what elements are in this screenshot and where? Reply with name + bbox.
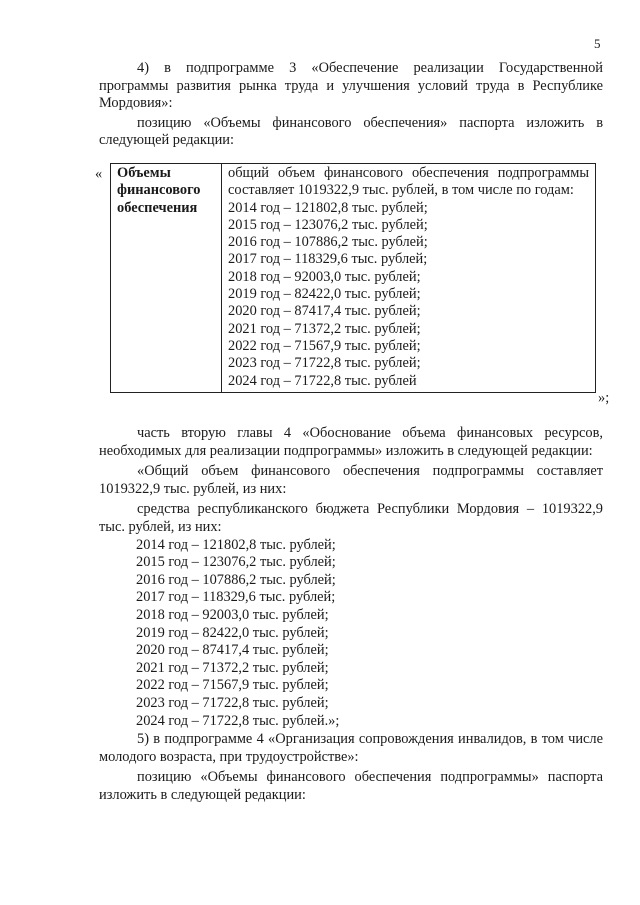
item-4-section bbox=[99, 60, 603, 150]
passport-year-line: 2018 год – 92003,0 тыс. рублей; bbox=[228, 268, 421, 285]
chapter-4-year-line: 2021 год – 71372,2 тыс. рублей; bbox=[136, 659, 329, 676]
table-quote-open: « bbox=[95, 166, 103, 182]
passport-year-line: 2019 год – 82422,0 тыс. рублей; bbox=[228, 286, 421, 303]
item-5-instruction: позицию «Объемы финансового обеспечения подпрограммы» паспорта изложить в следующей редакции: bbox=[99, 769, 603, 803]
chapter-4-year-line: 2018 год – 92003,0 тыс. рублей; bbox=[136, 606, 329, 623]
chapter-4-year-line: 2022 год – 71567,9 тыс. рублей; bbox=[136, 677, 329, 694]
chapter-4-section bbox=[99, 425, 603, 804]
chapter-4-year-line: 2020 год – 87417,4 тыс. рублей; bbox=[136, 642, 329, 659]
passport-year-line: 2022 год – 71567,9 тыс. рублей; bbox=[228, 337, 421, 354]
chapter-4-year-line: 2024 год – 71722,8 тыс. рублей.»; bbox=[136, 712, 340, 729]
passport-row bbox=[111, 164, 596, 393]
chapter-4-instruction: часть вторую главы 4 «Обоснование объема финансовых ресурсов, необходимых для реализации подпрограммы» изложить в следующей редакции: bbox=[99, 425, 603, 459]
passport-year-line: 2024 год – 71722,8 тыс. рублей bbox=[228, 372, 417, 389]
chapter-4-year-line: 2023 год – 71722,8 тыс. рублей; bbox=[136, 694, 329, 711]
item-4-instruction: позицию «Объемы финансового обеспечения» паспорта изложить в следующей редакции: bbox=[99, 114, 603, 149]
item-5-heading: 5) в подпрограмме 4 «Организация сопровождения инвалидов, в том числе молодого возраста, при трудоустройстве»: bbox=[99, 731, 603, 765]
passport-year-line: 2023 год – 71722,8 тыс. рублей; bbox=[228, 355, 421, 372]
page-number: 5 bbox=[594, 36, 601, 51]
passport-year-line: 2015 год – 123076,2 тыс. рублей; bbox=[228, 216, 428, 233]
chapter-4-year-line: 2019 год – 82422,0 тыс. рублей; bbox=[136, 624, 329, 641]
chapter-4-year-line: 2016 год – 107886,2 тыс. рублей; bbox=[136, 571, 336, 588]
passport-year-line: 2016 год – 107886,2 тыс. рублей; bbox=[228, 234, 428, 251]
passport-value-cell bbox=[222, 164, 596, 393]
passport-name-cell: Объемы финансового обеспечения bbox=[111, 164, 222, 393]
passport-intro: общий объем финансового обеспечения подпрограммы составляет 1019322,9 тыс. рублей, в том числе по годам: bbox=[228, 165, 589, 199]
passport-year-line: 2014 год – 121802,8 тыс. рублей; bbox=[228, 199, 428, 216]
table-quote-close: »; bbox=[598, 390, 610, 406]
chapter-4-year-list bbox=[99, 537, 603, 731]
passport-year-line: 2017 год – 118329,6 тыс. рублей; bbox=[228, 251, 428, 268]
chapter-4-year-line: 2014 год – 121802,8 тыс. рублей; bbox=[136, 536, 336, 553]
chapter-4-year-line: 2015 год – 123076,2 тыс. рублей; bbox=[136, 554, 336, 571]
chapter-4-budget: средства республиканского бюджета Республики Мордовия – 1019322,9 тыс. рублей, из них: bbox=[99, 501, 603, 535]
chapter-4-total: «Общий объем финансового обеспечения подпрограммы составляет 1019322,9 тыс. рублей, из них: bbox=[99, 463, 603, 497]
passport-year-line: 2021 год – 71372,2 тыс. рублей; bbox=[228, 320, 421, 337]
chapter-4-year-line: 2017 год – 118329,6 тыс. рублей; bbox=[136, 589, 336, 606]
passport-table bbox=[110, 163, 596, 393]
item-4-heading: 4) в подпрограмме 3 «Обеспечение реализации Государственной программы развития рынка труда и улучшения условий труда в Республике Мордовия»: bbox=[99, 60, 603, 112]
passport-year-line: 2020 год – 87417,4 тыс. рублей; bbox=[228, 303, 421, 320]
